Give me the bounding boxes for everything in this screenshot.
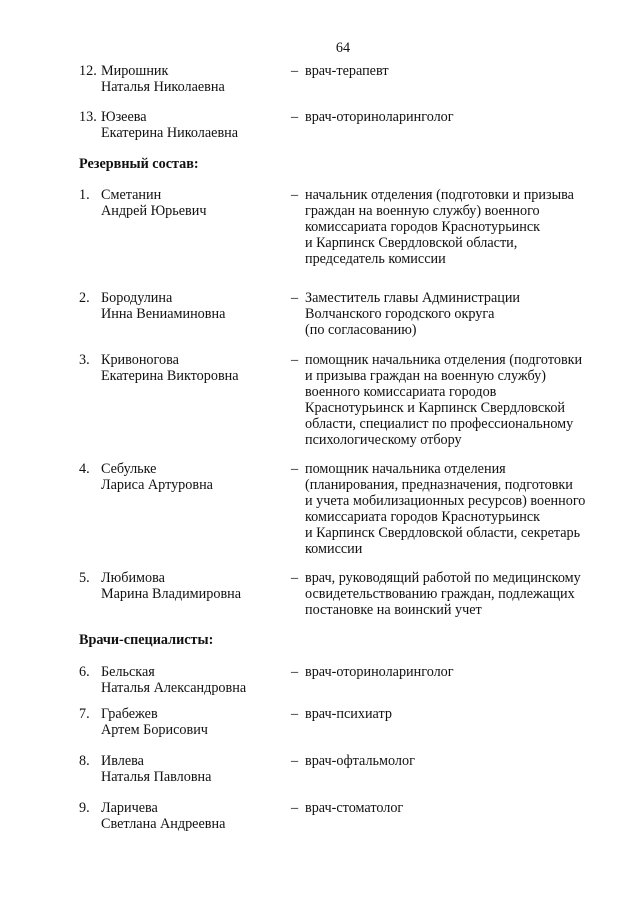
separator-dash: – bbox=[291, 753, 299, 769]
role-line: граждан на военную службу) военного bbox=[305, 203, 540, 219]
member-name bbox=[101, 290, 225, 322]
member-role bbox=[305, 461, 585, 557]
surname: Юзеева bbox=[101, 109, 147, 125]
separator-dash: – bbox=[291, 461, 299, 477]
given-names: Екатерина Николаевна bbox=[101, 125, 239, 141]
page-number: 64 bbox=[335, 40, 351, 56]
member-role bbox=[305, 753, 415, 769]
member-name bbox=[101, 352, 239, 384]
role-line: врач-оториноларинголог bbox=[305, 664, 454, 680]
role-line: (планирования, предназначения, подготовки bbox=[305, 477, 573, 493]
entry-number: 2. bbox=[79, 290, 90, 306]
entry-number: 12. bbox=[79, 63, 97, 79]
role-line: и Карпинск Свердловской области, секретарь bbox=[305, 525, 581, 541]
member-role bbox=[305, 187, 574, 267]
surname: Ларичева bbox=[101, 800, 158, 816]
separator-dash: – bbox=[291, 63, 299, 79]
given-names: Артем Борисович bbox=[101, 722, 208, 738]
given-names: Наталья Николаевна bbox=[101, 79, 225, 95]
role-line: области, специалист по профессиональному bbox=[305, 416, 574, 432]
role-line: председатель комиссии bbox=[305, 251, 446, 267]
entry-number: 1. bbox=[79, 187, 90, 203]
surname: Любимова bbox=[101, 570, 165, 586]
member-name bbox=[101, 187, 206, 219]
role-line: комиссии bbox=[305, 541, 363, 557]
role-line: психологическому отбору bbox=[305, 432, 462, 448]
separator-dash: – bbox=[291, 352, 299, 368]
role-line: Заместитель главы Администрации bbox=[305, 290, 521, 306]
separator-dash: – bbox=[291, 187, 299, 203]
given-names: Наталья Александровна bbox=[101, 680, 247, 696]
role-line: врач-терапевт bbox=[305, 63, 389, 79]
role-line: и призыва граждан на военную службу) bbox=[305, 368, 546, 384]
role-line: Краснотурьинск и Карпинск Свердловской bbox=[305, 400, 566, 416]
member-role bbox=[305, 63, 389, 79]
member-name bbox=[101, 570, 241, 602]
entry-number: 7. bbox=[79, 706, 90, 722]
separator-dash: – bbox=[291, 290, 299, 306]
member-role bbox=[305, 352, 582, 448]
given-names: Лариса Артуровна bbox=[101, 477, 213, 493]
role-line: и Карпинск Свердловской области, bbox=[305, 235, 518, 251]
member-role bbox=[305, 800, 403, 816]
role-line: помощник начальника отделения (подготовки bbox=[305, 352, 583, 368]
member-name bbox=[101, 461, 213, 493]
separator-dash: – bbox=[291, 570, 299, 586]
member-name bbox=[101, 800, 225, 832]
member-name bbox=[101, 706, 208, 738]
entry-number: 8. bbox=[79, 753, 90, 769]
entry-number: 9. bbox=[79, 800, 90, 816]
given-names: Марина Владимировна bbox=[101, 586, 242, 602]
entry-number: 6. bbox=[79, 664, 90, 680]
surname: Бородулина bbox=[101, 290, 173, 306]
surname: Сметанин bbox=[101, 187, 162, 203]
role-line: врач, руководящий работой по медицинскому bbox=[305, 570, 581, 586]
given-names: Екатерина Викторовна bbox=[101, 368, 239, 384]
separator-dash: – bbox=[291, 109, 299, 125]
member-role bbox=[305, 290, 520, 338]
role-line: военного комиссариата городов bbox=[305, 384, 497, 400]
surname: Кривоногова bbox=[101, 352, 179, 368]
role-line: Волчанского городского округа bbox=[305, 306, 495, 322]
member-name bbox=[101, 109, 238, 141]
specialists-heading: Врачи-специалисты: bbox=[79, 632, 214, 648]
given-names: Андрей Юрьевич bbox=[101, 203, 207, 219]
role-line: освидетельствованию граждан, подлежащих bbox=[305, 586, 575, 602]
reserve-heading: Резервный состав: bbox=[79, 156, 199, 172]
member-role bbox=[305, 706, 392, 722]
entry-number: 4. bbox=[79, 461, 90, 477]
member-name bbox=[101, 63, 225, 95]
surname: Ивлева bbox=[101, 753, 144, 769]
role-line: комиссариата городов Краснотурьинск bbox=[305, 219, 541, 235]
given-names: Инна Вениаминовна bbox=[101, 306, 226, 322]
role-line: помощник начальника отделения bbox=[305, 461, 506, 477]
entry-number: 5. bbox=[79, 570, 90, 586]
role-line: комиссариата городов Краснотурьинск bbox=[305, 509, 541, 525]
given-names: Наталья Павловна bbox=[101, 769, 212, 785]
entry-number: 3. bbox=[79, 352, 90, 368]
member-role bbox=[305, 109, 454, 125]
surname: Бельская bbox=[101, 664, 155, 680]
member-name bbox=[101, 664, 246, 696]
separator-dash: – bbox=[291, 706, 299, 722]
role-line: врач-оториноларинголог bbox=[305, 109, 454, 125]
surname: Грабежев bbox=[101, 706, 158, 722]
surname: Себульке bbox=[101, 461, 157, 477]
surname: Мирошник bbox=[101, 63, 169, 79]
role-line: врач-психиатр bbox=[305, 706, 392, 722]
member-role bbox=[305, 570, 581, 618]
member-role bbox=[305, 664, 454, 680]
role-line: врач-стоматолог bbox=[305, 800, 404, 816]
separator-dash: – bbox=[291, 664, 299, 680]
role-line: постановке на воинский учет bbox=[305, 602, 482, 618]
given-names: Светлана Андреевна bbox=[101, 816, 226, 832]
role-line: и учета мобилизационных ресурсов) военного bbox=[305, 493, 586, 509]
separator-dash: – bbox=[291, 800, 299, 816]
role-line: врач-офтальмолог bbox=[305, 753, 415, 769]
role-line: (по согласованию) bbox=[305, 322, 417, 338]
entry-number: 13. bbox=[79, 109, 97, 125]
role-line: начальник отделения (подготовки и призыва bbox=[305, 187, 574, 203]
member-name bbox=[101, 753, 211, 785]
